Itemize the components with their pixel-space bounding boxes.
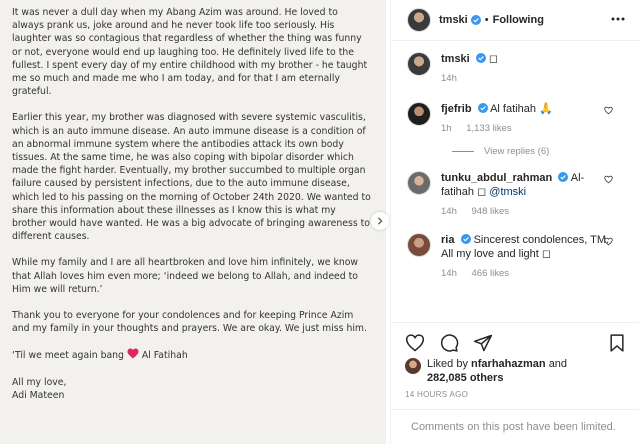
likes-middle: and [548,358,568,370]
post-sidebar [390,0,639,444]
bookmark-icon[interactable] [607,333,627,353]
verified-badge-icon [476,53,486,63]
verified-badge-icon [478,103,488,113]
caption-text: ◻ [488,53,499,65]
separator-dot: • [484,14,489,26]
share-icon[interactable] [473,333,493,353]
more-horizontal-icon[interactable] [611,17,625,21]
comment-mention[interactable]: @tmski [489,186,527,198]
comment-username[interactable]: fjefrib [441,103,472,115]
next-image-button[interactable] [371,212,389,230]
letter-closing-line [12,348,372,362]
like-comment-heart-icon[interactable] [604,237,613,246]
comment-text: Al-fatihah ◻ [441,172,585,198]
closing-text-before: ‘Til we meet again bang [12,350,124,362]
avatar[interactable] [407,8,431,32]
comment-time[interactable]: 14h [441,268,457,279]
view-replies-button[interactable] [452,146,627,157]
comment-likes[interactable]: 1,133 likes [466,123,512,134]
avatar[interactable] [407,52,431,76]
chevron-right-icon [376,217,384,225]
comment-time[interactable]: 14h [441,206,457,217]
caption [407,52,627,86]
verified-badge-icon [461,234,471,244]
likes-summary [405,357,627,385]
comment-text: Sincerest condolences, TM. All my love and light ◻ [441,234,610,260]
comments-limited-notice: Comments on this post have been limited. [391,409,639,444]
comments-list [391,52,639,295]
comment-username[interactable]: ria [441,234,455,246]
caption-username[interactable]: tmski [441,53,470,65]
heart-icon[interactable] [405,333,425,353]
likes-prefix: Liked by [427,358,468,370]
like-comment-heart-icon[interactable] [604,175,613,184]
action-bar [391,322,639,356]
verified-badge-icon [471,15,481,25]
comment-icon[interactable] [439,333,459,353]
divider [452,151,474,152]
letter-paragraph-2: Earlier this year, my brother was diagnosed with severe systemic vasculitis, which is an auto immune disease. An auto immune disease is a condition of an abnormal immune system where the antibodies attack its own body tissues. At the same time, he was also coping with bipolar disorder which made the fight harder. Eventually, my brother succumbed to multiple organ failure caused by persistent infections, due to the auto immune disease, which led to his passing on the morning of October 24th 2020. We wanted to share this information about these illnesses as I know this is what my brother would have wanted. He was a big advocate of bringing awareness to different causes. [12,112,371,243]
list-item [407,233,627,281]
likes-count[interactable]: 282,085 others [427,372,504,384]
post-timestamp[interactable]: 14 HOURS AGO [405,390,469,399]
comment-likes[interactable]: 466 likes [471,268,509,279]
signoff-line-1: All my love, [12,376,67,388]
avatar[interactable] [407,102,431,126]
signoff-name: Adi Mateen [12,389,65,401]
avatar[interactable] [407,171,431,195]
list-item [407,171,627,219]
letter-paragraph-4: Thank you to everyone for your condolences and for keeping Prince Azim and my family in your thoughts and prayers. We are okay. We just miss him. [12,310,367,335]
comment-username[interactable]: tunku_abdul_rahman [441,172,553,184]
view-replies-label: View replies (6) [484,146,550,157]
liker-username[interactable]: nfarhahazman [471,358,546,370]
header-username[interactable]: tmski [439,14,468,26]
comment-text: Al fatihah 🙏 [490,103,553,115]
avatar[interactable] [405,358,421,374]
comment-likes[interactable]: 948 likes [471,206,509,217]
caption-time[interactable]: 14h [441,73,457,84]
letter-paragraph-3: While my family and I are all heartbroken and love him infinitely, we know that Allah loves him even more; ‘indeed we belong to Allah, and indeed to Him we will return.’ [12,257,359,295]
letter-paragraph-1: It was never a dull day when my Abang Azim was around. He loved to always prank us, joke around and he never took life too seriously. His laughter was so contagious that regardless of whether the thing was funny or not, everyone would end up laughing too. He definitely lived life to the fullest. I spent every day of my entire childhood with my brother - he taught me so much and made me who I am today, and for that I am eternally grateful. [12,7,368,98]
closing-text-after: Al Fatihah [141,350,188,362]
list-item [407,102,627,136]
comment-time[interactable]: 1h [441,123,452,134]
verified-badge-icon [558,172,568,182]
avatar[interactable] [407,233,431,257]
like-comment-heart-icon[interactable] [604,106,613,115]
following-button[interactable]: Following [492,14,544,26]
post-header [391,0,639,41]
red-heart-icon [127,348,139,359]
